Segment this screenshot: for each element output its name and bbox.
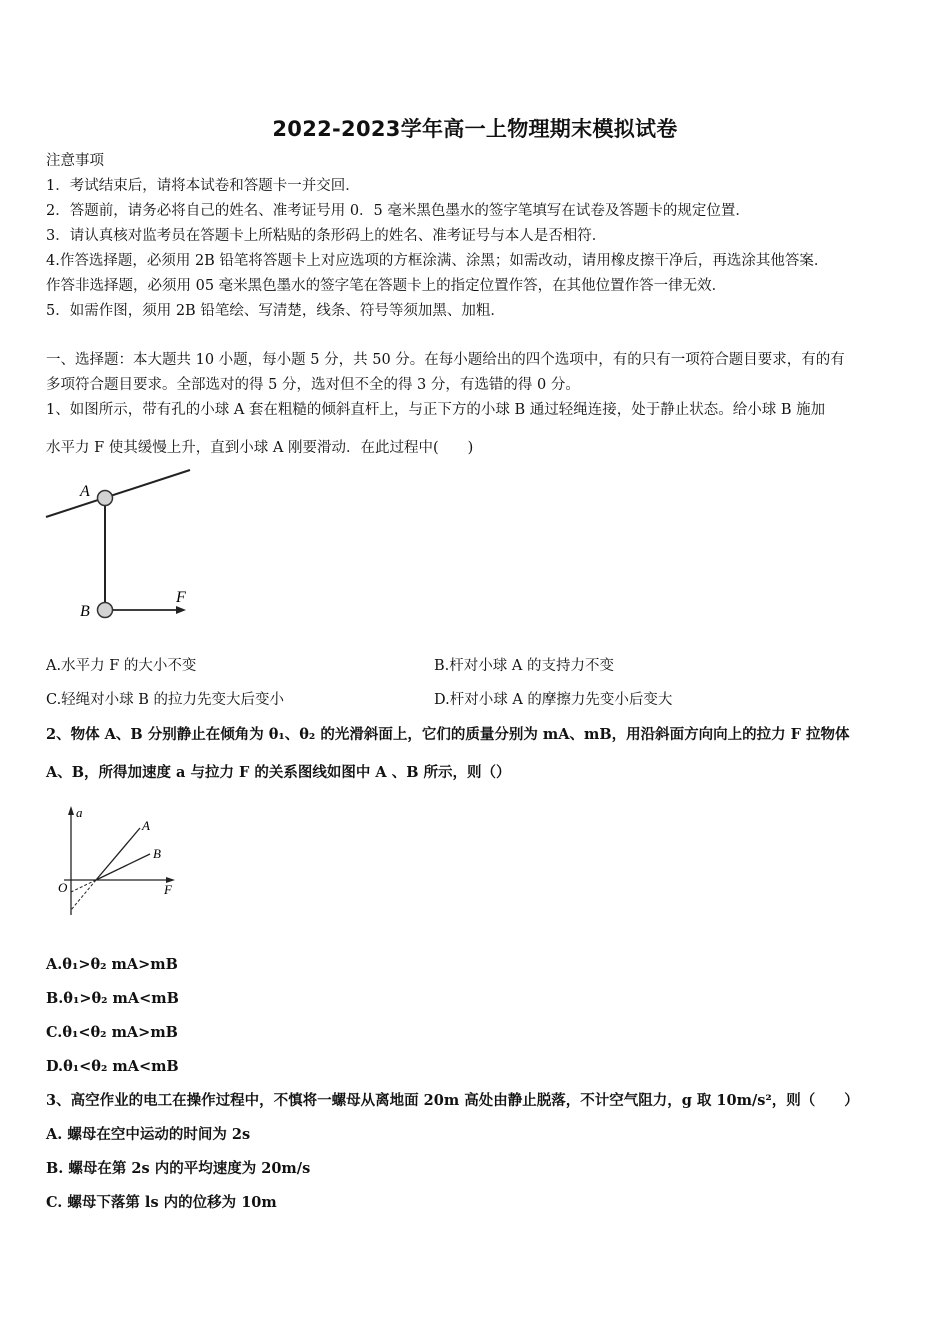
label-line-b: B — [153, 846, 161, 861]
label-a: A — [80, 483, 90, 500]
option-c: C.θ₁<θ₂ mA>mB — [46, 1024, 178, 1041]
notice-item: 5．如需作图，须用 2B 铅笔绘、写清楚，线条、符号等须加黑、加粗． — [46, 303, 505, 319]
line-b — [96, 854, 150, 880]
option-b: B. 螺母在第 2s 内的平均速度为 20m/s — [46, 1160, 311, 1177]
label-x: F — [164, 882, 172, 897]
option-a: A.水平力 F 的大小不变 — [46, 658, 197, 674]
label-y: a — [76, 805, 83, 820]
section-instructions: 多项符合题目要求。全部选对的得 5 分，选对但不全的得 3 分，有选错的得 0 分。 — [46, 377, 580, 393]
page-title: 2022-2023学年高一上物理期末模拟试卷 — [272, 117, 678, 141]
notice-heading: 注意事项 — [46, 153, 104, 169]
inclined-rod — [46, 470, 190, 517]
notice-item: 4.作答选择题，必须用 2B 铅笔将答题卡上对应选项的方框涂满、涂黑；如需改动，请用橡皮擦干净后，再选涂其他答案． — [46, 253, 829, 269]
option-a: A.θ₁>θ₂ mA>mB — [46, 956, 178, 973]
notice-item: 2．答题前，请务必将自己的姓名、准考证号用 0．5 毫米黑色墨水的签字笔填写在试卷及答题卡的规定位置． — [46, 203, 750, 219]
notice-item: 3．请认真核对监考员在答题卡上所粘贴的条形码上的姓名、准考证号与本人是否相符． — [46, 228, 607, 244]
notice-item: 作答非选择题，必须用 05 毫米黑色墨水的签字笔在答题卡上的指定位置作答，在其他位置作答一律无效． — [46, 278, 727, 294]
question-2-stem: 2、物体 A、B 分别静止在倾角为 θ₁、θ₂ 的光滑斜面上，它们的质量分别为 mA、mB，用沿斜面方向向上的拉力 F 拉物体 — [46, 726, 850, 743]
option-c: C.轻绳对小球 B 的拉力先变大后变小 — [46, 692, 285, 708]
question-1-stem: 水平力 F 使其缓慢上升，直到小球 A 刚要滑动．在此过程中( ) — [46, 440, 474, 456]
option-b: B.θ₁>θ₂ mA<mB — [46, 990, 179, 1007]
option-c: C. 螺母下落第 ls 内的位移为 10m — [46, 1194, 277, 1211]
label-f: F — [176, 589, 186, 606]
line-a-extension — [71, 880, 96, 910]
question-1-stem: 1、如图所示，带有孔的小球 A 套在粗糙的倾斜直杆上，与正下方的小球 B 通过轻绳连接，处于静止状态。给小球 B 施加 — [46, 402, 826, 418]
line-b-extension — [71, 880, 96, 892]
option-d: D.θ₁<θ₂ mA<mB — [46, 1058, 179, 1075]
line-a — [96, 828, 140, 880]
question-2-stem: A、B，所得加速度 a 与拉力 F 的关系图线如图中 A 、B 所示，则（） — [46, 764, 511, 781]
ball-b — [98, 603, 113, 618]
question-2-graph — [54, 800, 184, 920]
ball-a — [98, 491, 113, 506]
option-a: A. 螺母在空中运动的时间为 2s — [46, 1126, 251, 1143]
y-axis-arrow — [68, 806, 74, 815]
label-line-a: A — [142, 818, 150, 833]
option-b: B.杆对小球 A 的支持力不变 — [434, 658, 614, 674]
section-instructions: 一、选择题：本大题共 10 小题，每小题 5 分，共 50 分。在每小题给出的四个选项中，有的只有一项符合题目要求，有的有 — [46, 352, 845, 368]
force-arrow-head — [176, 606, 186, 614]
option-d: D.杆对小球 A 的摩擦力先变小后变大 — [434, 692, 673, 708]
notice-item: 1．考试结束后，请将本试卷和答题卡一并交回． — [46, 178, 360, 194]
question-3-stem: 3、高空作业的电工在操作过程中，不慎将一螺母从离地面 20m 高处由静止脱落，不计空气阻力，g 取 10m/s²，则（ ） — [46, 1092, 859, 1109]
question-1-figure — [44, 466, 194, 624]
label-b: B — [80, 603, 90, 620]
label-origin: O — [58, 880, 68, 895]
